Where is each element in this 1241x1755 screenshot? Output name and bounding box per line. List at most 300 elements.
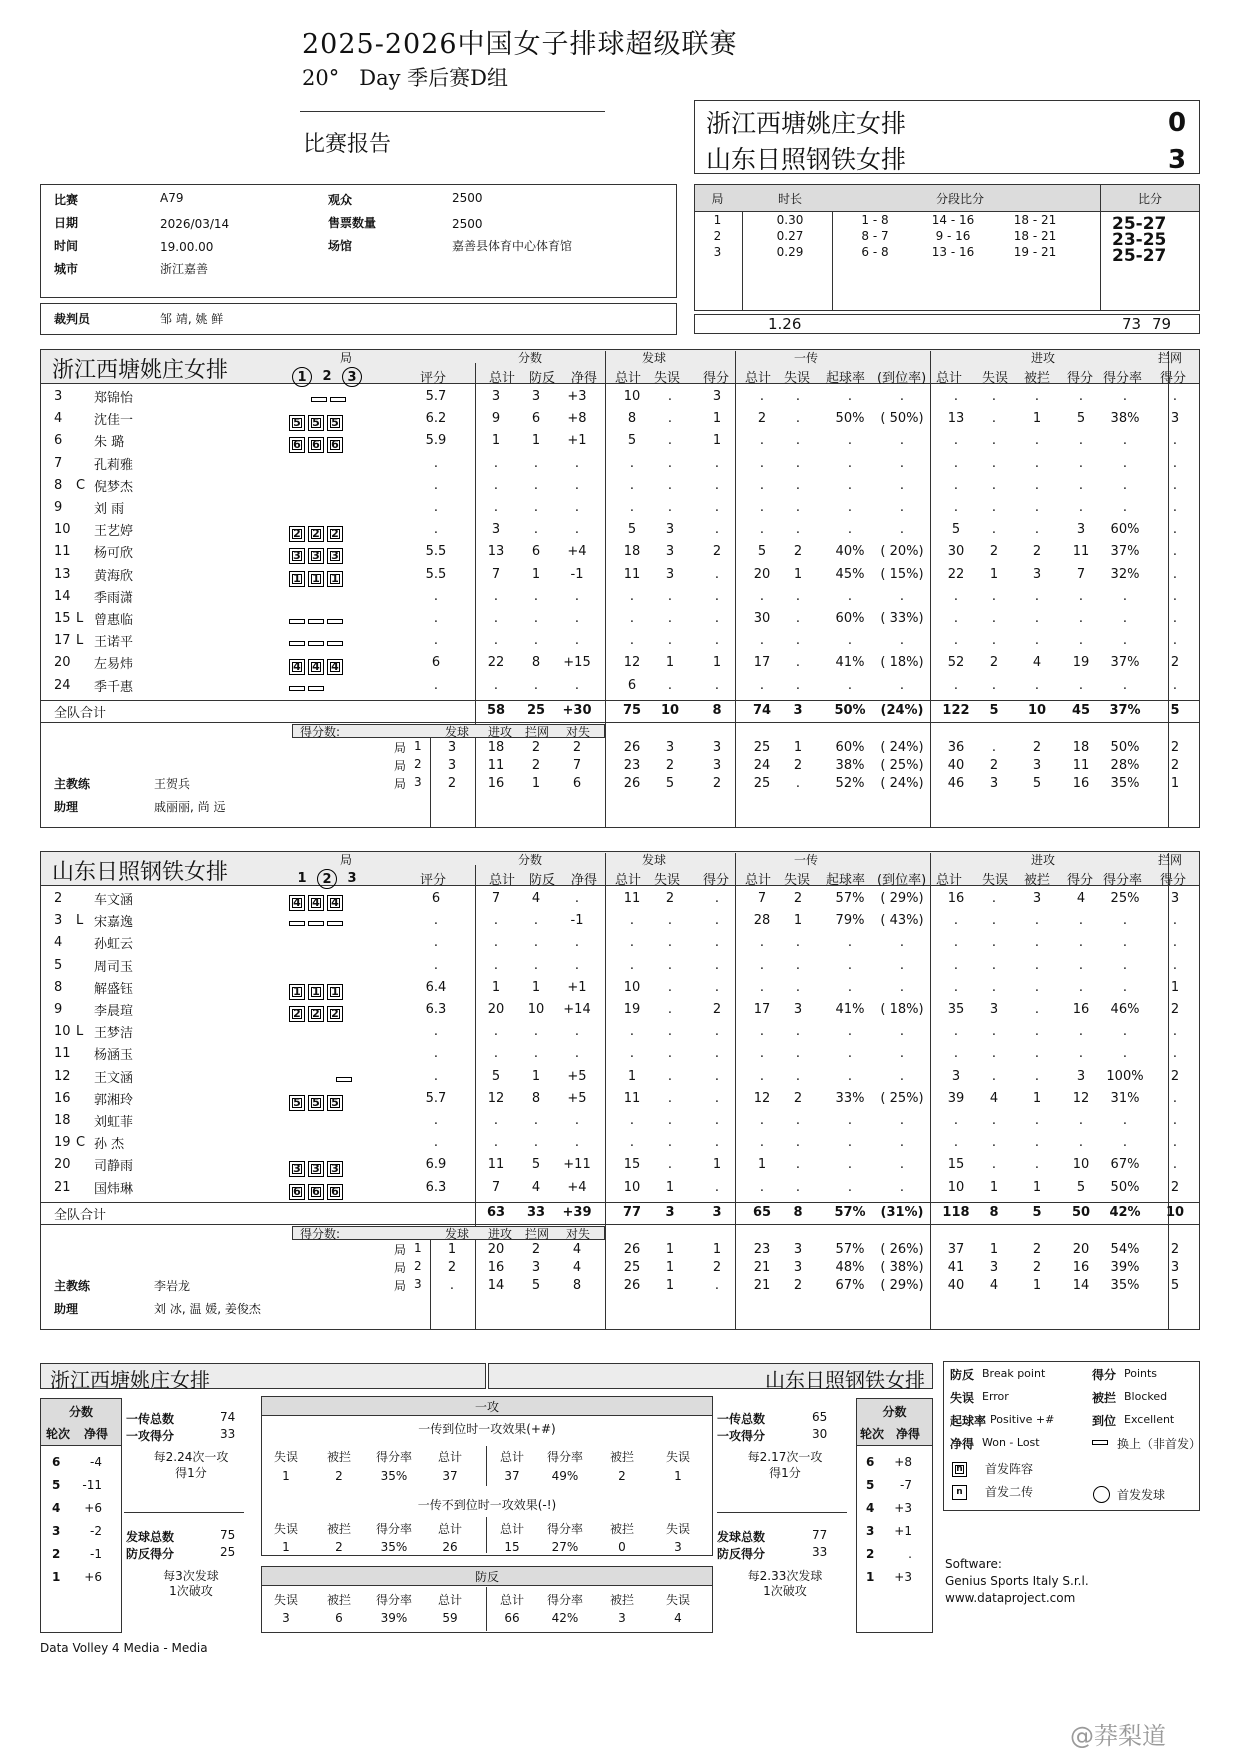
total-st: 77 [622, 1204, 642, 1220]
grid-head: 得分率 [546, 1593, 583, 1607]
stat-wl: +1 [567, 979, 587, 995]
stat-at: . [953, 1135, 959, 1151]
stat-st: 11 [623, 566, 641, 582]
player-number: 3 [54, 913, 63, 929]
stat-rate: 6.4 [425, 979, 447, 995]
stat-wl: +4 [567, 1179, 587, 1195]
stat-tot: 11 [487, 1157, 505, 1173]
stat-rexc: . [899, 433, 905, 449]
away-rot-head2: 净得 [896, 1427, 921, 1441]
stat-re: . [795, 500, 801, 515]
stat-rexc: . [899, 477, 905, 493]
table-row [0, 498, 1241, 520]
stat-tot: 3 [491, 389, 501, 404]
rotation-square-icon: 6 [289, 1184, 305, 1200]
set-row-duration: 0.27 [776, 229, 804, 243]
home_team-byset-line [40, 722, 1200, 723]
stat-re: . [795, 655, 801, 671]
stat-bk: . [1172, 913, 1178, 929]
stat-apct: . [1122, 477, 1128, 493]
stat-ab: 3 [1032, 891, 1042, 906]
total-st: 75 [622, 702, 642, 718]
byset-a: 16 [487, 775, 505, 791]
player-rotation [289, 1157, 346, 1177]
stat-se: 1 [665, 1179, 675, 1195]
rotation-number: 6 [866, 1455, 875, 1469]
stat-ae: . [991, 411, 997, 427]
byset-bk: 3 [1170, 1259, 1180, 1275]
away_team-coach-label: 主教练 [54, 1278, 91, 1293]
player-rotation [289, 1180, 346, 1200]
byset-at: 46 [947, 775, 965, 791]
stat-rate: . [433, 588, 439, 604]
stat-bk: . [1172, 455, 1178, 471]
byset-re: 2 [793, 757, 803, 773]
player-number: 5 [54, 957, 63, 973]
away_team-total-line [40, 1202, 1200, 1203]
home_team-sub-pts: 得分 [1067, 371, 1094, 386]
rotation-square-icon: 5 [289, 415, 305, 431]
stat-wl: +15 [563, 655, 591, 671]
set-row-p2: 14 - 16 [931, 213, 975, 227]
rotation-net: -7 [900, 1478, 912, 1492]
stat-wl: -1 [570, 913, 584, 929]
stat-wl: . [574, 588, 580, 604]
away_team-assistant-label: 助理 [54, 1301, 79, 1316]
player-number: 10 [54, 522, 71, 538]
stat-ae: . [991, 957, 997, 973]
table-row [0, 1089, 1241, 1111]
home_team-sub-pts: 得分 [1160, 371, 1187, 386]
away_team-sub-err: 失误 [982, 873, 1009, 888]
stat-rexc: ( 43%) [880, 913, 924, 929]
rotation-square-icon: 6 [327, 437, 343, 453]
rotation-number: 1 [866, 1570, 875, 1584]
stat-bp: 6 [531, 544, 541, 560]
rotation-square-icon: 1 [308, 984, 324, 1000]
stat-at: . [953, 1046, 959, 1062]
stat-tot: . [493, 455, 499, 471]
byset-ab: 1 [1032, 1277, 1042, 1293]
stat-at: . [953, 611, 959, 626]
substitute-dash-icon [308, 641, 324, 646]
stat-st: 19 [623, 1002, 641, 1017]
away_team-sub-bp: 防反 [529, 873, 556, 888]
total-points-home: 73 [1122, 315, 1142, 333]
stat-se: 3 [665, 566, 675, 582]
rotation-square-icon: 1 [308, 571, 324, 587]
stat-at: 52 [947, 655, 965, 671]
player-role: L [76, 1024, 84, 1040]
stat-ae: . [991, 611, 997, 626]
player-rotation [289, 633, 346, 652]
stat-bk: 3 [1170, 891, 1180, 906]
player-rotation [336, 1069, 355, 1088]
stat-apct: 60% [1110, 522, 1140, 538]
byset-re: . [795, 775, 801, 791]
rotation-net: -2 [90, 1524, 102, 1538]
home-rec-note2: 得1分 [175, 1466, 207, 1480]
stat-ap: 3 [1076, 522, 1086, 538]
player-rotation [289, 567, 346, 587]
stat-ae: 1 [989, 566, 999, 582]
grid-value: 3 [674, 1540, 682, 1554]
table-row [0, 1178, 1241, 1200]
stat-ae: . [991, 477, 997, 493]
away-rec-label2: 一攻得分 [717, 1429, 766, 1443]
byset-apct: 54% [1110, 1241, 1140, 1257]
player-role: L [76, 611, 84, 626]
away-sets-won: 3 [1168, 145, 1187, 175]
legend-first-serve: 首发发球 [1117, 1488, 1166, 1502]
stat-rpos: . [847, 455, 853, 471]
byset-st: 26 [623, 775, 641, 791]
stat-apct: . [1122, 611, 1128, 626]
player-name: 王梦洁 [94, 1026, 134, 1042]
stat-st: 11 [623, 891, 641, 906]
set-row-set: 1 [713, 213, 722, 227]
stat-rpos: . [847, 979, 853, 995]
stat-bp: . [533, 455, 539, 471]
player-name: 李晨瑄 [94, 1004, 134, 1019]
away_team-sub-total: 总计 [489, 873, 516, 888]
legend-lineup: 首发阵容 [985, 1462, 1034, 1476]
total-rexc: (31%) [880, 1204, 924, 1220]
stat-rpos: . [847, 433, 853, 449]
stat-rt: 7 [757, 891, 767, 906]
stat-re: . [795, 389, 801, 404]
total-re: 3 [793, 702, 803, 718]
stat-se: . [667, 455, 673, 471]
byset-st: 26 [623, 1277, 641, 1293]
grid-head: 总计 [437, 1522, 462, 1536]
stat-bp: 1 [531, 1068, 541, 1084]
away_team-by_opp: 对失 [566, 1226, 591, 1241]
stat-rpos: . [847, 588, 853, 604]
stat-rate: . [433, 913, 439, 929]
stat-ab: . [1034, 522, 1040, 538]
byset-re: 3 [793, 1241, 803, 1257]
total-sp: 3 [712, 1204, 722, 1220]
stat-rate: . [433, 677, 439, 693]
stat-rt: . [759, 677, 765, 693]
stat-tot: . [493, 1113, 499, 1128]
stat-se: . [667, 677, 673, 693]
stat-sp: . [714, 1135, 720, 1151]
home_team-by_opp: 对失 [566, 724, 591, 739]
stat-rate: 6.9 [425, 1157, 447, 1173]
grid-head: 得分率 [375, 1450, 412, 1464]
total-ae: 5 [989, 702, 999, 718]
byset-ab: 3 [1032, 757, 1042, 773]
stat-st: 12 [623, 655, 641, 671]
rotation-net: +3 [894, 1501, 912, 1515]
home_team-coach-label: 主教练 [54, 776, 91, 791]
stat-ap: 3 [1076, 1068, 1086, 1084]
stat-at: 15 [947, 1157, 965, 1173]
stat-bp: 8 [531, 1090, 541, 1106]
stat-sp: 1 [712, 411, 722, 427]
byset-bk: 5 [1170, 1277, 1180, 1293]
stat-tot: . [493, 935, 499, 951]
player-number: 12 [54, 1068, 71, 1084]
stat-at: . [953, 677, 959, 693]
stat-se: . [667, 1135, 673, 1151]
byset-o: 6 [572, 775, 582, 791]
player-rotation [289, 1091, 346, 1111]
total-duration: 1.26 [768, 315, 802, 333]
stat-rexc: ( 20%) [880, 544, 924, 560]
home_team-group-block: 拦网 [1158, 351, 1183, 365]
stat-bp: . [533, 477, 539, 493]
away_team-sub-err: 失误 [784, 873, 811, 888]
total-rt: 65 [752, 1204, 772, 1220]
stat-at: 22 [947, 566, 965, 582]
byset-prefix: 局 [394, 1260, 407, 1275]
stat-at: . [953, 1113, 959, 1128]
stat-ap: 11 [1072, 544, 1090, 560]
stat-at: 30 [947, 544, 965, 560]
stat-bk: . [1172, 588, 1178, 604]
player-name: 刘 雨 [94, 502, 125, 517]
rotation-square-icon: 3 [308, 548, 324, 564]
grid-head: 被拦 [609, 1593, 634, 1607]
stat-at: . [953, 1024, 959, 1040]
table-row [0, 542, 1241, 564]
stat-se: . [667, 979, 673, 995]
grid-value: 59 [442, 1611, 458, 1625]
total-rexc: (24%) [880, 702, 924, 718]
player-name: 郑锦怡 [94, 391, 134, 406]
stat-ab: 1 [1032, 1090, 1042, 1106]
set-header: 局 [340, 351, 353, 365]
stat-rpos: . [847, 677, 853, 693]
home_team-sub-pos: 起球率 [826, 371, 866, 386]
stat-ab: . [1034, 1046, 1040, 1062]
player-name: 宋嘉逸 [94, 915, 134, 931]
grid-value: 3 [282, 1611, 290, 1625]
legend-item-en: Excellent [1124, 1413, 1175, 1426]
set-row-duration: 0.30 [776, 213, 804, 227]
stat-se: 3 [665, 544, 675, 560]
stat-st: . [629, 633, 635, 649]
stat-rt: . [759, 633, 765, 649]
stat-rate: 5.7 [425, 389, 447, 404]
stat-ae: . [991, 677, 997, 693]
stat-rate: . [433, 1068, 439, 1084]
away-rot-head1: 轮次 [860, 1427, 885, 1441]
stat-ap: . [1078, 477, 1084, 493]
sets-head-set: 局 [711, 192, 724, 206]
stat-rate: . [433, 611, 439, 626]
stat-rt: 1 [757, 1157, 767, 1173]
stat-tot: 5 [491, 1068, 501, 1084]
away_team-sub-pos: 起球率 [826, 873, 866, 888]
stat-sp: . [714, 455, 720, 471]
stat-rpos: 33% [835, 1090, 865, 1106]
byset-re: 2 [793, 1277, 803, 1293]
byset-se: 1 [665, 1241, 675, 1257]
stat-apct: . [1122, 1113, 1128, 1128]
away_team-by_serve: 发球 [445, 1226, 470, 1241]
stat-se: . [667, 477, 673, 493]
stat-se: . [667, 611, 673, 626]
stat-tot: . [493, 588, 499, 604]
grid-head: 失误 [665, 1522, 690, 1536]
rotation-number: 2 [52, 1547, 61, 1561]
player-rotation [311, 389, 349, 408]
total-rt: 74 [752, 702, 772, 718]
legend-item-en: Won - Lost [982, 1436, 1040, 1449]
stat-bk: 2 [1170, 655, 1180, 671]
legend-item-en: Points [1124, 1367, 1158, 1380]
stat-se: . [667, 633, 673, 649]
stat-rate: 6.3 [425, 1002, 447, 1017]
legend-item-cn: 得分 [1092, 1368, 1117, 1382]
byset-a: 20 [487, 1241, 505, 1257]
referees-value: 邹 靖, 姚 鲜 [160, 312, 224, 326]
stat-rt: 2 [757, 411, 767, 427]
stat-bp: . [533, 611, 539, 626]
stat-apct: 37% [1110, 655, 1140, 671]
stat-at: . [953, 935, 959, 951]
stat-se: . [667, 411, 673, 427]
stat-ap: 12 [1072, 1090, 1090, 1106]
byset-re: 3 [793, 1259, 803, 1275]
player-name: 朱 璐 [94, 435, 125, 451]
stat-rt: . [759, 957, 765, 973]
grid-value: 26 [442, 1540, 458, 1554]
stat-re: . [795, 588, 801, 604]
stat-bk: . [1172, 677, 1178, 693]
stat-sp: . [714, 477, 720, 493]
stat-ap: . [1078, 677, 1084, 693]
total-ae: 8 [989, 1204, 999, 1220]
byset-rexc: ( 24%) [880, 775, 924, 791]
byset-a: 16 [487, 1259, 505, 1275]
stat-re: 1 [793, 913, 803, 929]
byset-sp: 3 [712, 739, 722, 755]
total-sp: 8 [712, 702, 722, 718]
stat-rt: 20 [753, 566, 771, 582]
stat-ab: . [1034, 957, 1040, 973]
lineup-symbol-icon: n [952, 1462, 967, 1477]
rotation-net: +6 [84, 1570, 102, 1584]
home-rec-val2: 33 [220, 1427, 236, 1441]
stat-bk: . [1172, 433, 1178, 449]
stat-re: . [795, 1024, 801, 1040]
player-number: 14 [54, 588, 71, 604]
away-rot-title: 分数 [882, 1405, 907, 1419]
stat-bk: 1 [1170, 979, 1180, 995]
stat-apct: . [1122, 588, 1128, 604]
stat-at: . [953, 979, 959, 995]
stat-ae: . [991, 433, 997, 449]
set-row-duration: 0.29 [776, 245, 804, 259]
player-name: 左易炜 [94, 657, 134, 673]
stat-bp: 1 [531, 566, 541, 582]
player-name: 王文涵 [94, 1070, 134, 1086]
stat-rt: 17 [753, 1002, 771, 1017]
rotation-square-icon: 5 [308, 415, 324, 431]
stat-st: . [629, 913, 635, 929]
rotation-square-icon: 3 [327, 1161, 343, 1177]
grid-head: 总计 [437, 1593, 462, 1607]
stat-re: . [795, 411, 801, 427]
stat-ab: . [1034, 500, 1040, 515]
stat-rate: . [433, 500, 439, 515]
software-url: www.dataproject.com [945, 1591, 1076, 1605]
substitute-dash-icon [308, 619, 324, 624]
legend-item-en: Blocked [1124, 1390, 1168, 1403]
stat-sp: . [714, 957, 720, 973]
player-rotation [289, 891, 346, 911]
away_team-group-serve: 发球 [642, 853, 667, 867]
home-rot-title: 分数 [68, 1405, 93, 1419]
stat-apct: 46% [1110, 1002, 1140, 1017]
stat-rexc: ( 29%) [880, 891, 924, 906]
away-srv-note1: 每2.33次发球 [747, 1569, 823, 1583]
stat-rate: . [433, 477, 439, 493]
stat-rate: . [433, 1113, 439, 1128]
byset-ap: 16 [1072, 1259, 1090, 1275]
substitute-dash-icon [336, 1077, 352, 1082]
rotation-square-icon: 1 [289, 984, 305, 1000]
player-number: 9 [54, 500, 63, 515]
stat-rexc: . [899, 522, 905, 538]
substitute-dash-icon [330, 397, 346, 402]
grid-value: 35% [380, 1540, 408, 1554]
stat-sp: . [714, 913, 720, 929]
home_team-sub-err: 失误 [982, 371, 1009, 386]
rotation-number: 4 [52, 1501, 61, 1515]
byset-prefix: 局 [394, 758, 407, 773]
rotation-number: 2 [866, 1547, 875, 1561]
stat-se: . [667, 1046, 673, 1062]
stat-re: . [795, 1113, 801, 1128]
away_team-name: 山东日照钢铁女排 [52, 860, 229, 885]
stat-rexc: . [899, 1068, 905, 1084]
rotation-square-icon: 3 [327, 548, 343, 564]
byset-ae: 4 [989, 1277, 999, 1293]
player-rotation [289, 411, 346, 431]
byset-apct: 35% [1110, 1277, 1140, 1293]
stat-rpos: . [847, 477, 853, 493]
stat-re: . [795, 611, 801, 626]
player-role: L [76, 633, 84, 649]
home_team-name: 浙江西塘姚庄女排 [52, 358, 229, 383]
stat-bp: 4 [531, 1179, 541, 1195]
home-rec-label2: 一攻得分 [126, 1429, 175, 1443]
total-se: 10 [660, 702, 680, 718]
byset-se: 1 [665, 1259, 675, 1275]
stat-ae: . [991, 455, 997, 471]
away-srv-label1: 发球总数 [717, 1530, 766, 1544]
set-circle-2: 2 [317, 869, 337, 889]
stat-sp: 1 [712, 1157, 722, 1173]
stat-re: . [795, 1157, 801, 1173]
set-circle-1: 1 [292, 367, 312, 387]
stat-rpos: . [847, 522, 853, 538]
byset-apct: 35% [1110, 775, 1140, 791]
player-role: L [76, 913, 84, 929]
stat-rt: . [759, 1046, 765, 1062]
rotation-net: -11 [82, 1478, 102, 1492]
stat-bk: . [1172, 1157, 1178, 1173]
total-re: 8 [793, 1204, 803, 1220]
stat-tot: . [493, 1024, 499, 1040]
stat-rt: . [759, 1179, 765, 1195]
